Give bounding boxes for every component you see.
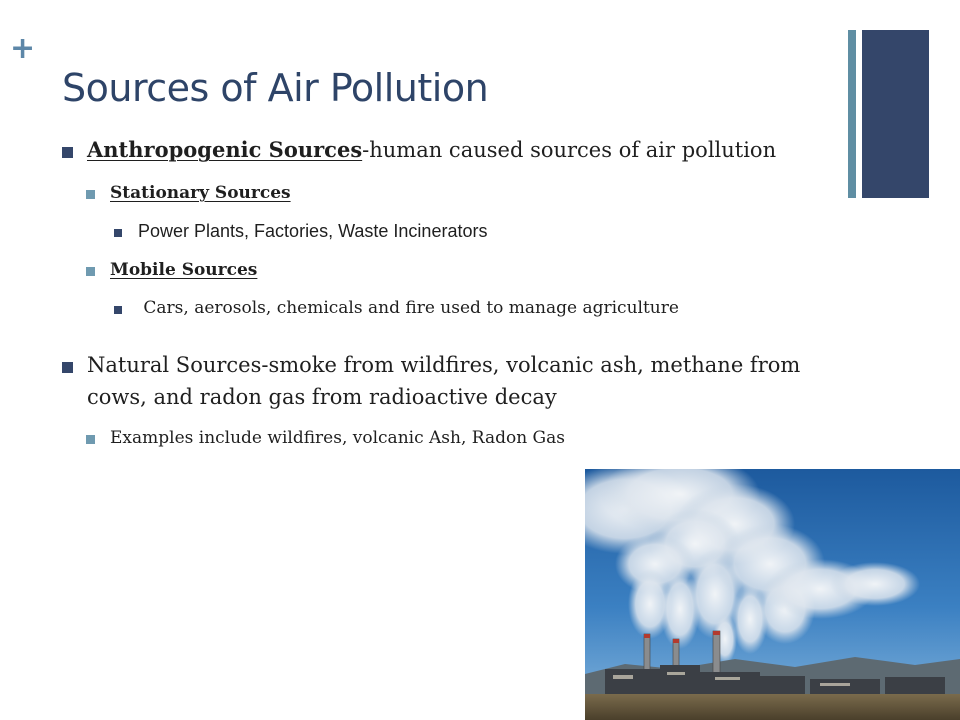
square-bullet-icon — [86, 435, 95, 444]
square-bullet-icon — [62, 147, 73, 158]
bullet-mobile — [62, 257, 842, 283]
anthropogenic-definition: -human caused sources of air pollution — [362, 138, 777, 162]
smokestacks-photo — [585, 469, 960, 720]
square-bullet-icon — [86, 190, 95, 199]
mobile-label: Mobile Sources — [110, 260, 258, 280]
slide-title: Sources of Air Pollution — [62, 66, 489, 110]
accent-bar-thin — [848, 30, 856, 198]
anthropogenic-term: Anthropogenic Sources — [87, 137, 363, 162]
plus-mark-icon: + — [10, 31, 36, 66]
natural-text: Natural Sources-smoke from wildfires, volcanic ash, methane from cows, and radon gas from radioactive decay — [87, 353, 801, 409]
bullet-natural-examples — [62, 425, 842, 451]
mobile-examples-text: Cars, aerosols, chemicals and fire used to manage agriculture — [138, 298, 679, 318]
bullet-stationary — [62, 180, 842, 206]
stationary-label: Stationary Sources — [110, 183, 291, 203]
square-bullet-icon — [114, 229, 122, 237]
bullet-list — [62, 134, 842, 451]
stationary-examples-text: Power Plants, Factories, Waste Incinerators — [138, 221, 488, 241]
bullet-stationary-examples — [62, 218, 842, 245]
square-bullet-icon — [114, 306, 122, 314]
bullet-mobile-examples — [62, 295, 842, 321]
square-bullet-icon — [62, 362, 73, 373]
accent-bar-thick — [862, 30, 929, 198]
square-bullet-icon — [86, 267, 95, 276]
bullet-natural — [62, 349, 842, 413]
natural-examples-text: Examples include wildfires, volcanic Ash, Radon Gas — [110, 428, 565, 448]
bullet-anthropogenic — [62, 134, 842, 166]
